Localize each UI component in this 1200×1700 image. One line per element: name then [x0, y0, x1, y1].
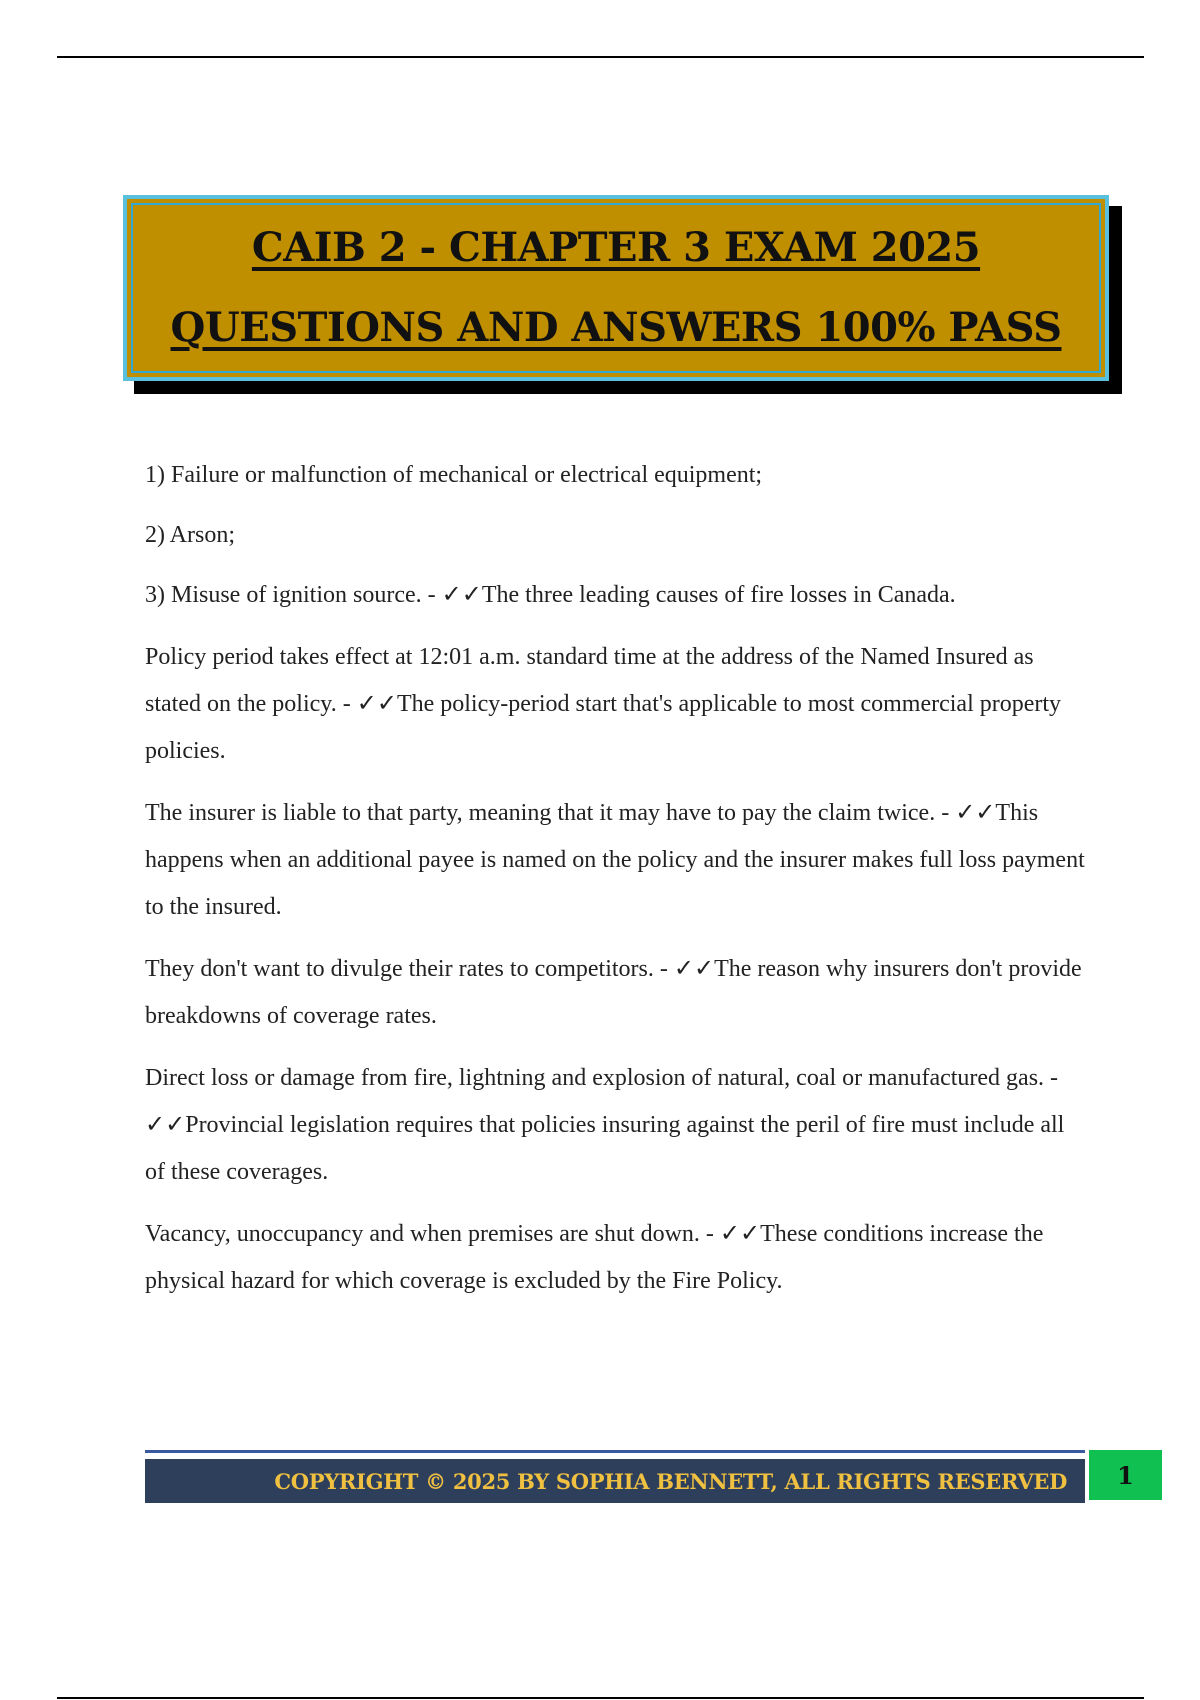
qa-item: The insurer is liable to that party, meaning that it may have to pay the claim twice. - ✓✓This happens when an additional payee is named on the policy and the insurer makes full loss payment to the insured.: [145, 800, 1085, 920]
top-divider: [57, 56, 1144, 58]
page-number: 1: [1117, 1460, 1134, 1490]
qa-item: 3) Misuse of ignition source. - ✓✓The three leading causes of fire losses in Canada.: [145, 582, 956, 608]
footer-bar: [145, 1459, 1085, 1503]
title-line-1: CAIB 2 - CHAPTER 3 EXAM 2025: [251, 224, 981, 271]
qa-item: They don't want to divulge their rates to competitors. - ✓✓The reason why insurers don't provide breakdowns of coverage rates.: [145, 956, 1082, 1029]
qa-content: [145, 452, 1085, 1320]
qa-item: Vacancy, unoccupancy and when premises are shut down. - ✓✓These conditions increase the physical hazard for which coverage is excluded by the Fire Policy.: [145, 1221, 1044, 1294]
footer-divider: [145, 1450, 1085, 1453]
page-number-box: [1089, 1450, 1162, 1500]
bottom-divider: [57, 1697, 1144, 1699]
copyright-text: COPYRIGHT © 2025 BY SOPHIA BENNETT, ALL RIGHTS RESERVED: [274, 1468, 1067, 1494]
qa-item: 2) Arson;: [145, 522, 235, 548]
title-banner: [123, 195, 1109, 381]
qa-item: Direct loss or damage from fire, lightning and explosion of natural, coal or manufactured gas. - ✓✓Provincial legislation requires that policies insuring against the peril of fire must include all of these coverages.: [145, 1065, 1065, 1185]
qa-item: Policy period takes effect at 12:01 a.m. standard time at the address of the Named Insured as stated on the policy. - ✓✓The policy-period start that's applicable to most commercial property policies.: [145, 644, 1062, 764]
qa-item: 1) Failure or malfunction of mechanical or electrical equipment;: [145, 462, 763, 488]
title-line-2: QUESTIONS AND ANSWERS 100% PASS: [170, 304, 1062, 351]
